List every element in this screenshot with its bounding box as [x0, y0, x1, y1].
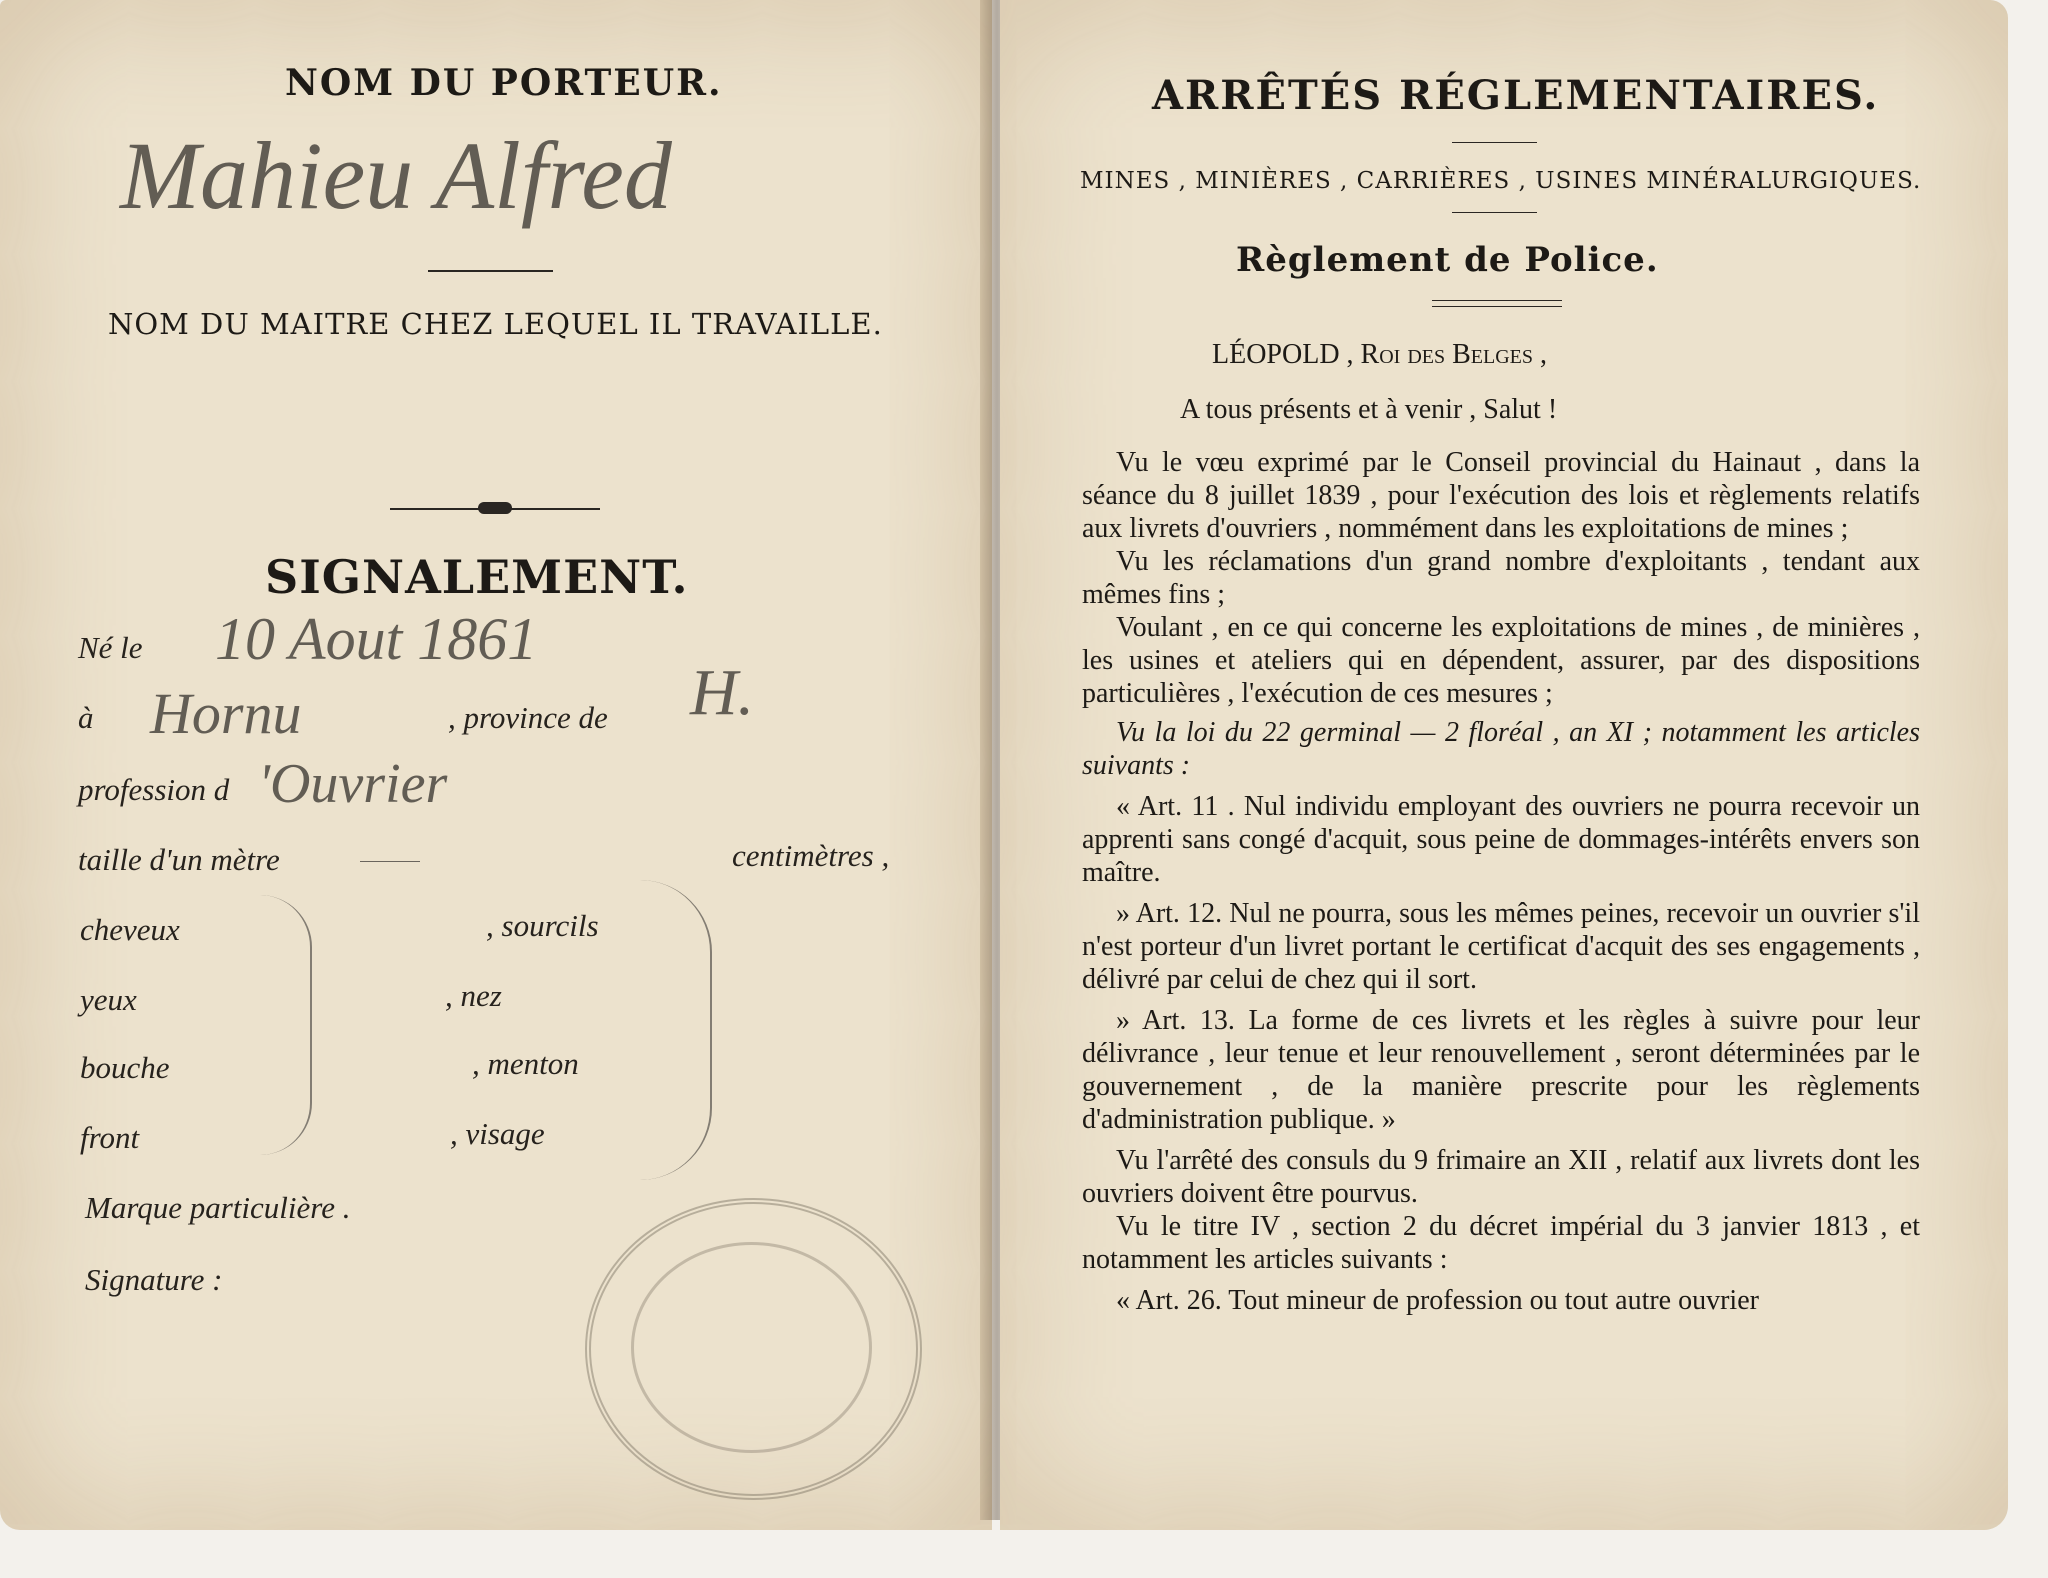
paragraph-consuls: Vu l'arrêté des consuls du 9 frimaire an XII , relatif aux livrets dont les ouvriers doivent être pourvus. [1082, 1145, 1920, 1209]
paragraph-title-iv: Vu le titre IV , section 2 du décret impérial du 3 janvier 1813 , et notamment les articles suivants : [1082, 1211, 1920, 1275]
place-label: à [78, 700, 94, 735]
hair-label: cheveux [80, 912, 180, 947]
regulations-subtitle: MINES , MINIÈRES , CARRIÈRES , USINES MINÉRALURGIQUES. [1080, 168, 1922, 194]
article-11: « Art. 11 . Nul individu employant des ouvriers ne pourra recevoir un apprenti sans congé d'acquit, sous peine de dommages-intérêts envers son maître. [1082, 791, 1920, 888]
nose-label: , nez [445, 978, 502, 1013]
left-page [0, 0, 992, 1530]
stamp-inner-ring [631, 1242, 872, 1453]
province-label: , province de [448, 700, 608, 735]
regulation-body [1082, 446, 1920, 1317]
forehead-label: front [80, 1120, 140, 1155]
right-page [1000, 0, 2008, 1530]
paragraph-4: Vu la loi du 22 germinal — 2 floréal , an XI ; notamment les articles suivants : [1082, 717, 1920, 781]
particular-mark-label: Marque particulière . [85, 1190, 351, 1225]
sovereign-line [1212, 338, 1547, 371]
height-blank-line [360, 861, 420, 862]
height-label: taille d'un mètre [78, 842, 280, 877]
birthplace-handwritten: Hornu [150, 681, 302, 746]
chin-label: , menton [472, 1046, 579, 1081]
salutation-line: A tous présents et à venir , Salut ! [1180, 394, 1558, 425]
bearer-name-heading: NOM DU PORTEUR. [285, 62, 723, 104]
master-name-heading: NOM DU MAITRE CHEZ LEQUEL IL TRAVAILLE. [108, 307, 883, 341]
title-rule [1452, 142, 1537, 143]
paragraph-3: Voulant , en ce qui concerne les exploitations de mines , de minières , les usines et ateliers qui en dépendent, assurer, par des dispositions particulières , l'exécution de ces mesures ; [1082, 612, 1920, 709]
handwritten-brace-left [260, 895, 312, 1155]
bearer-name-handwritten: Mahieu Alfred [120, 122, 672, 229]
heading-double-rule-2 [1432, 306, 1562, 307]
official-stamp [585, 1198, 922, 1500]
regulations-title: ARRÊTÉS RÉGLEMENTAIRES. [1152, 72, 1880, 119]
article-26: « Art. 26. Tout mineur de profession ou tout autre ouvrier [1116, 1285, 1759, 1316]
born-label: Né le [78, 630, 143, 665]
paragraph-2: Vu les réclamations d'un grand nombre d'exploitants , tendant aux mêmes fins ; [1082, 546, 1920, 610]
profession-label: profession d [78, 772, 230, 807]
signature-label: Signature : [85, 1262, 223, 1297]
signalement-heading: SIGNALEMENT. [265, 550, 689, 604]
mouth-label: bouche [80, 1050, 170, 1085]
paragraph-1: Vu le vœu exprimé par le Conseil provincial du Hainaut , dans la séance du 8 juillet 1839 , pour l'exécution des lois et règlements relatifs aux livrets d'ouvriers , nommément dans les exploitations de mines ; [1082, 447, 1920, 544]
article-12: » Art. 12. Nul ne pourra, sous les mêmes peines, recevoir un ouvrier s'il n'est porteur d'un livret portant le certificat d'acquit des ses engagements , délivré par celui de chez qui il sort. [1082, 898, 1920, 995]
born-date-handwritten: 10 Aout 1861 [215, 606, 538, 672]
profession-handwritten: 'Ouvrier [258, 753, 448, 815]
handwritten-brace-right [640, 880, 712, 1180]
eyebrows-label: , sourcils [486, 908, 599, 943]
centimetres-label: centimètres , [732, 838, 890, 873]
ornament-center [478, 502, 512, 514]
sovereign-text: LÉOPOLD , Roi des Belges , [1212, 339, 1547, 370]
province-handwritten: H. [690, 656, 755, 729]
subtitle-rule [1452, 212, 1537, 213]
police-regulation-heading: Règlement de Police. [1236, 240, 1659, 280]
heading-double-rule [1432, 300, 1562, 301]
eyes-label: yeux [80, 982, 137, 1017]
face-label: , visage [450, 1116, 545, 1151]
article-13: » Art. 13. La forme de ces livrets et les règles à suivre pour leur délivrance , leur tenue et leur renouvellement , seront déterminées par le gouvernement , de la manière prescrite pour les règlements d'administration publique. » [1082, 1005, 1920, 1135]
divider-rule [428, 270, 553, 272]
